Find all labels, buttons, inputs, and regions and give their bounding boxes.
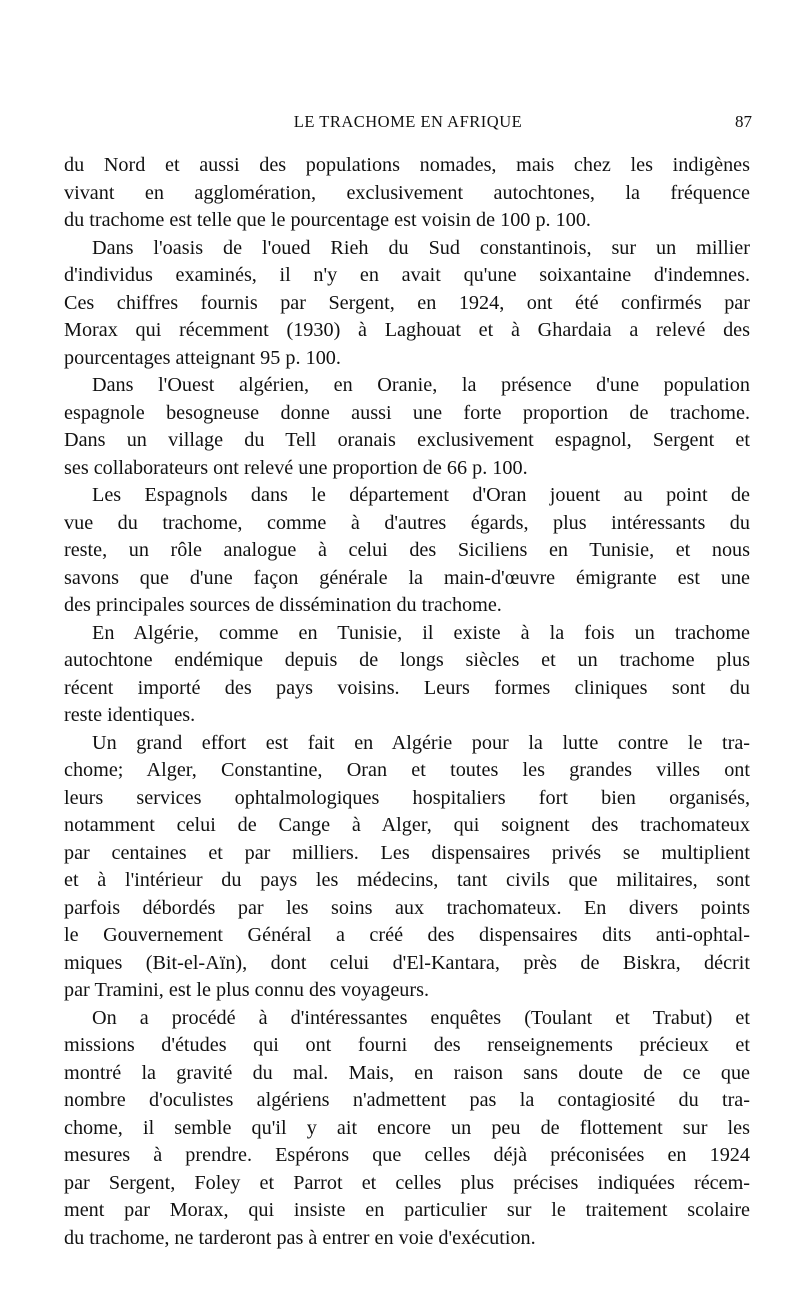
text-line: Morax qui récemment (1930) à Laghouat et à Ghardaia a relevé des: [64, 319, 750, 341]
text-line: notamment celui de Cange à Alger, qui soignent des trachomateux: [64, 814, 750, 836]
text-line: du Nord et aussi des populations nomades, mais chez les indigènes: [64, 154, 750, 176]
text-line: Dans l'oasis de l'oued Rieh du Sud constantinois, sur un millier: [92, 236, 750, 259]
text-line: Dans un village du Tell oranais exclusivement espagnol, Sergent et: [64, 429, 750, 451]
text-line: récent importé des pays voisins. Leurs formes cliniques sont du: [64, 676, 750, 699]
text-line: chome, il semble qu'il y ait encore un peu de flottement sur les: [64, 1116, 750, 1139]
text-line: du trachome est telle que le pourcentage est voisin de 100 p. 100.: [64, 209, 591, 231]
text-line: leurs services ophtalmologiques hospitaliers fort bien organisés,: [64, 786, 750, 809]
text-line: reste identiques.: [64, 704, 196, 726]
text-line: ment par Morax, qui insiste en particulier sur le traitement scolaire: [64, 1199, 750, 1221]
paragraph: [64, 152, 750, 235]
text-line: d'individus examinés, il n'y en avait qu'une soixantaine d'indemnes.: [64, 264, 750, 286]
text-line: des principales sources de dissémination du trachome.: [64, 594, 502, 616]
text-line: En Algérie, comme en Tunisie, il existe à la fois un trachome: [92, 621, 750, 644]
text-line: Les Espagnols dans le département d'Oran jouent au point de: [92, 484, 750, 506]
running-title: LE TRACHOME EN AFRIQUE: [293, 112, 523, 131]
text-line: et à l'intérieur du pays les médecins, tant civils que militaires, sont: [64, 869, 750, 891]
paragraph: [64, 730, 750, 1005]
text-line: espagnole besogneuse donne aussi une forte proportion de trachome.: [64, 401, 750, 424]
text-line: montré la gravité du mal. Mais, en raison sans doute de ce que: [64, 1061, 750, 1084]
text-line: chome; Alger, Constantine, Oran et toutes les grandes villes ont: [64, 759, 750, 781]
text-line: par centaines et par milliers. Les dispensaires privés se multiplient: [64, 841, 750, 864]
paragraph: [64, 620, 750, 730]
paragraph: [64, 235, 750, 373]
text-line: vue du trachome, comme à d'autres égards, plus intéressants du: [64, 511, 750, 534]
text-line: On a procédé à d'intéressantes enquêtes (Toulant et Trabut) et: [92, 1006, 750, 1029]
text-line: pourcentages atteignant 95 p. 100.: [64, 346, 341, 369]
text-line: mesures à prendre. Espérons que celles déjà préconisées en 1924: [64, 1144, 750, 1166]
body-text: [64, 152, 750, 1252]
text-line: du trachome, ne tarderont pas à entrer en voie d'exécution.: [64, 1226, 536, 1249]
paragraph: [64, 482, 750, 620]
page-number: 87: [735, 112, 752, 131]
text-line: reste, un rôle analogue à celui des Siciliens en Tunisie, et nous: [64, 539, 750, 561]
text-line: le Gouvernement Général a créé des dispensaires dits anti-ophtal-: [64, 924, 750, 946]
text-line: Ces chiffres fournis par Sergent, en 1924, ont été confirmés par: [64, 291, 750, 314]
paragraph: [64, 1005, 750, 1253]
text-line: miques (Bit-el-Aïn), dont celui d'El-Kantara, près de Biskra, décrit: [64, 951, 750, 974]
text-line: missions d'études qui ont fourni des renseignements précieux et: [64, 1034, 750, 1056]
text-line: par Tramini, est le plus connu des voyageurs.: [64, 979, 430, 1001]
paragraph: [64, 372, 750, 482]
text-line: par Sergent, Foley et Parrot et celles plus précises indiquées récem-: [64, 1171, 750, 1194]
text-line: nombre d'oculistes algériens n'admettent pas la contagiosité du tra-: [64, 1089, 750, 1111]
page-header: [64, 112, 752, 142]
text-line: savons que d'une façon générale la main-d'œuvre émigrante est une: [64, 566, 750, 589]
text-line: autochtone endémique depuis de longs siècles et un trachome plus: [64, 649, 750, 671]
text-line: Un grand effort est fait en Algérie pour la lutte contre le tra-: [92, 731, 750, 754]
text-line: vivant en agglomération, exclusivement autochtones, la fréquence: [64, 181, 750, 204]
text-line: ses collaborateurs ont relevé une proportion de 66 p. 100.: [64, 456, 528, 479]
text-line: parfois débordés par les soins aux trachomateux. En divers points: [64, 896, 750, 919]
text-line: Dans l'Ouest algérien, en Oranie, la présence d'une population: [92, 374, 750, 396]
